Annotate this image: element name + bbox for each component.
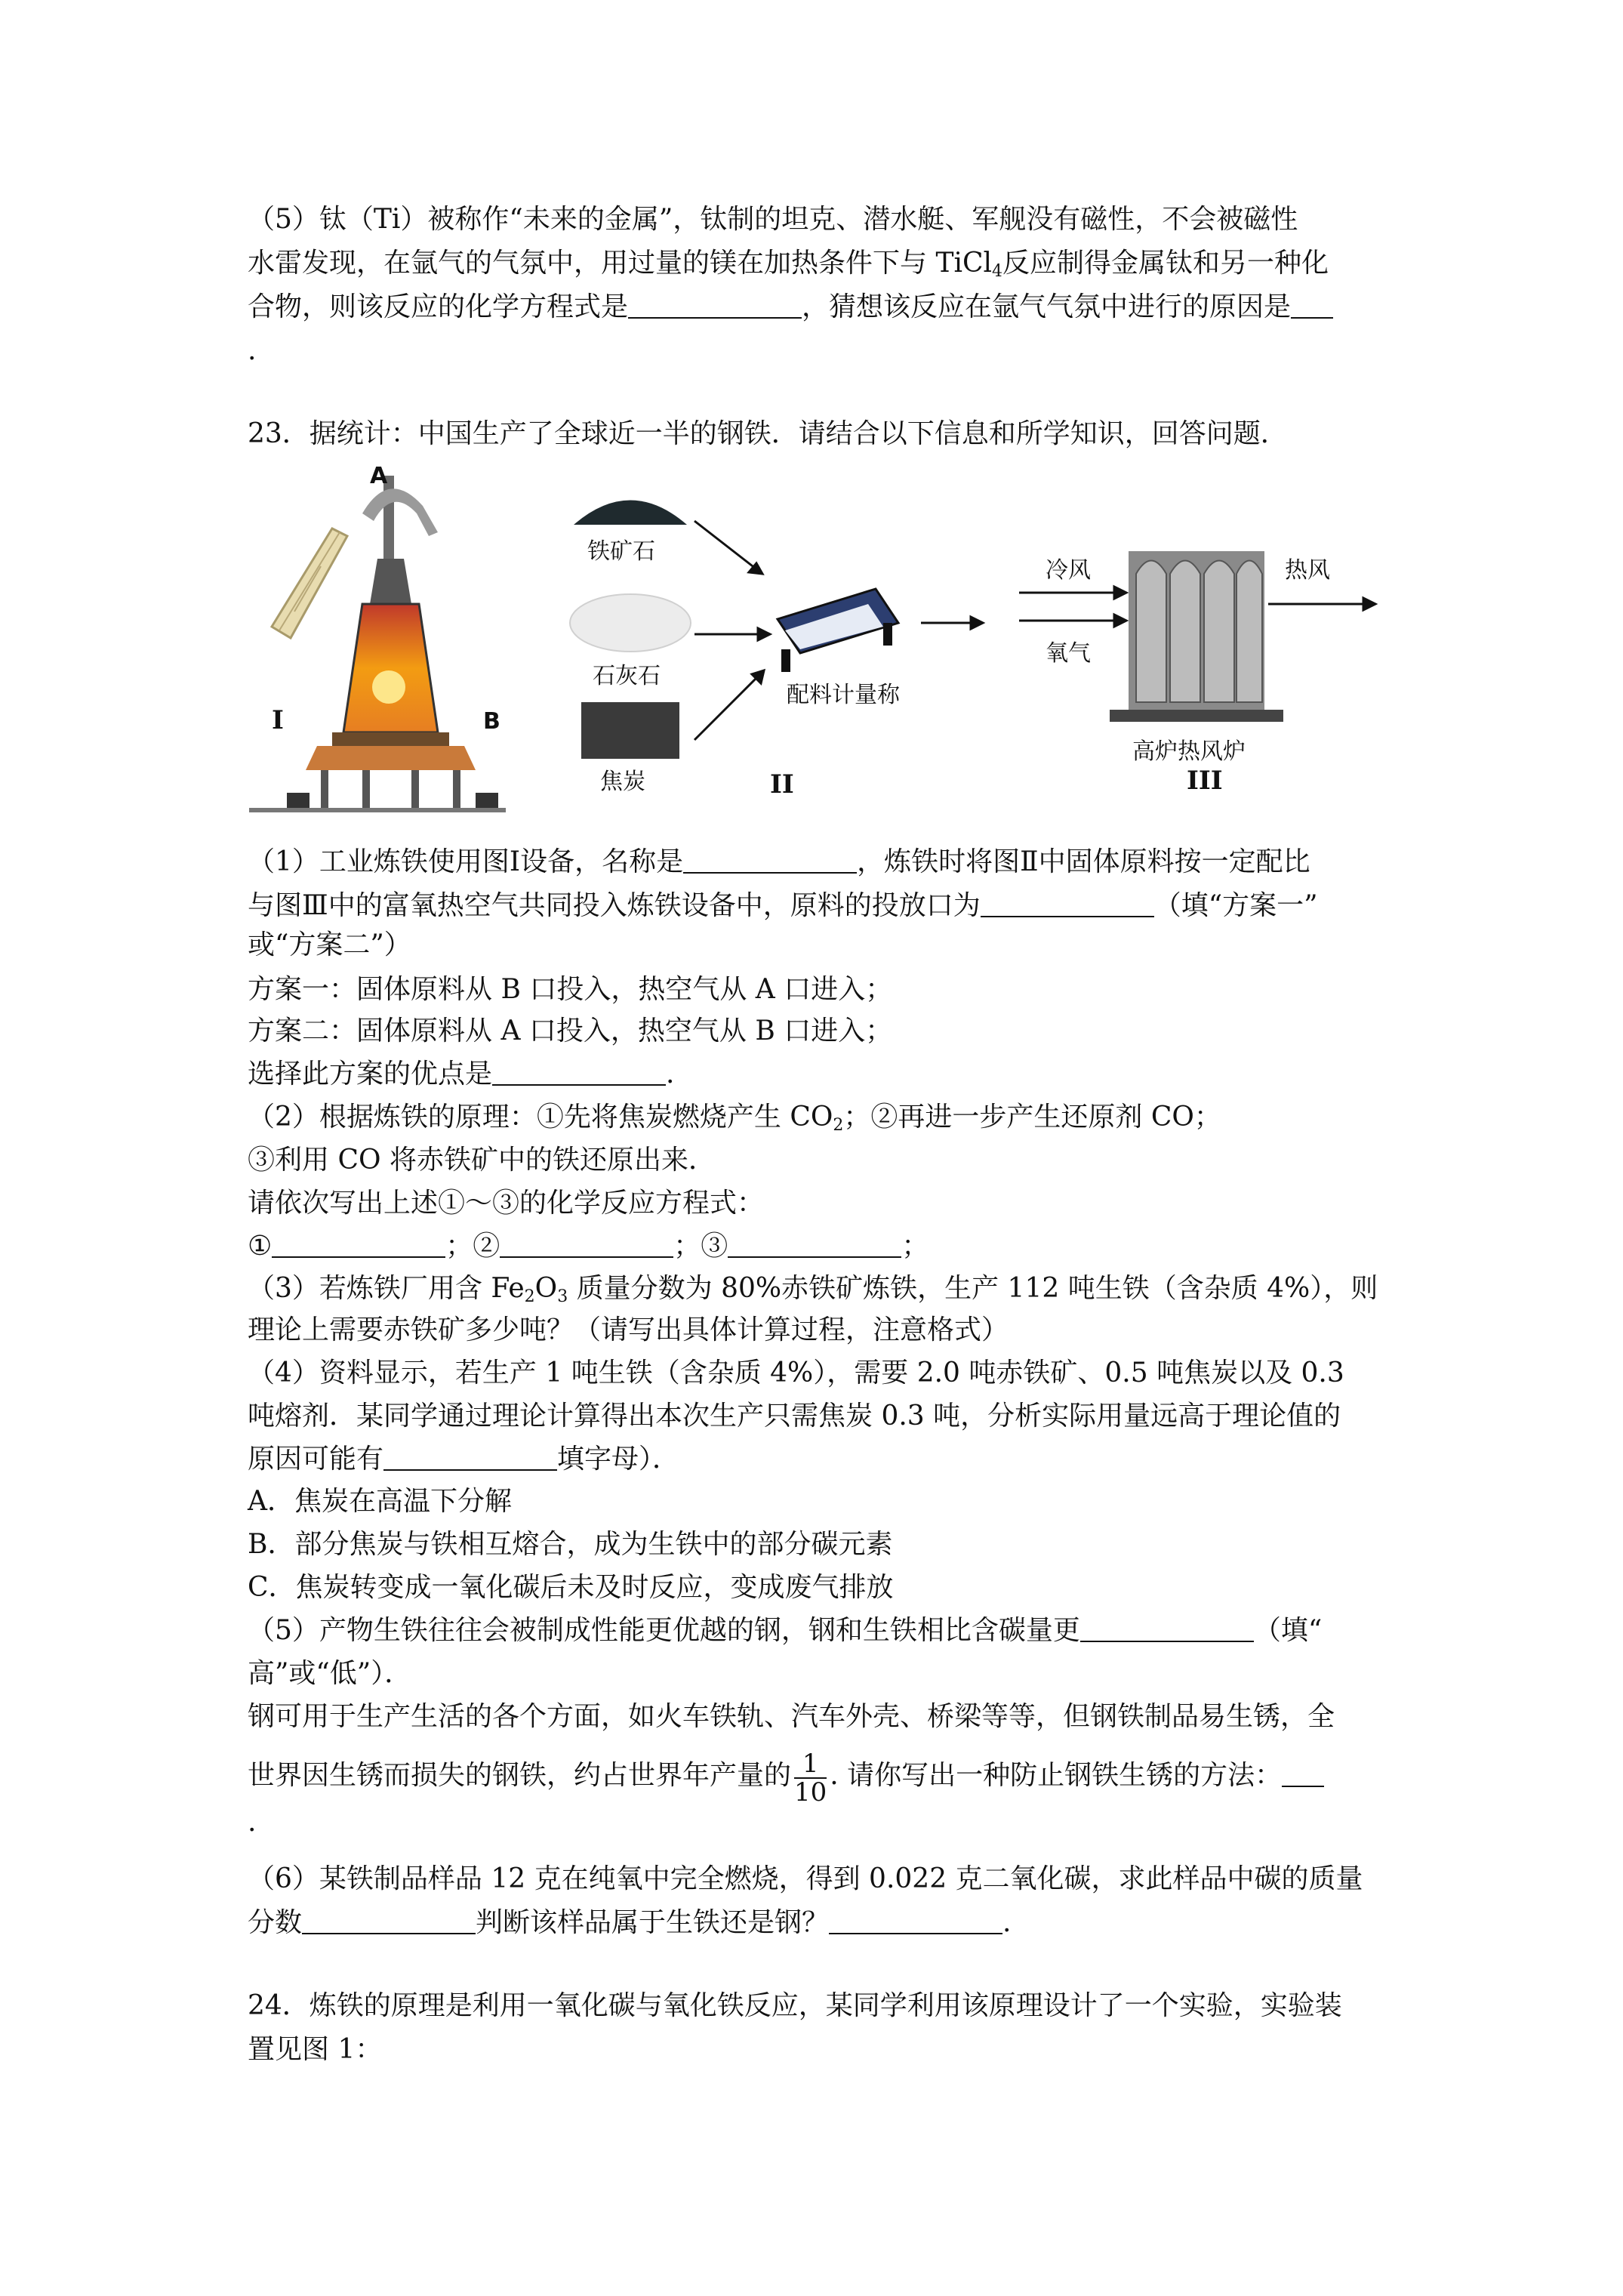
q22-5-line2: 水雷发现，在氩气的气氛中，用过量的镁在加热条件下与 TiCl$_4$反应制得金属钛和另一种化	[248, 248, 1329, 281]
q23-2-line1: （2）根据炼铁的原理：①先将焦炭燃烧产生 $CO_2$；②再进一步产生还原剂 CO；	[248, 1102, 1221, 1135]
q23-3-line2: 理论上需要赤铁矿多少吨？（请写出具体计算过程，注意格式）	[248, 1314, 1009, 1345]
q23-2-line2: ③利用 CO 将赤铁矿中的铁还原出来．	[248, 1145, 716, 1176]
cold-air-label: 冷风	[1046, 557, 1091, 584]
iron-making-figure	[249, 461, 1412, 831]
answer-blank[interactable]	[1080, 1610, 1254, 1642]
q22-5-line4: .	[248, 335, 257, 366]
q23-advantage: 选择此方案的优点是 .	[248, 1052, 1389, 1096]
hot-air-label: 热风	[1285, 557, 1330, 584]
scale-icon	[778, 589, 898, 672]
q23-1-line3: 或“方案二”）	[248, 929, 411, 960]
blast-furnace-icon	[249, 476, 506, 812]
answer-blank[interactable]	[683, 842, 857, 874]
q24-line2: 置见图 1：	[248, 2034, 383, 2065]
answer-blank[interactable]	[981, 886, 1154, 917]
q23-plan2: 方案二：固体原料从 A 口投入，热空气从 B 口进入；	[248, 1015, 893, 1046]
fraction: $\frac{1}{10}$	[794, 1749, 827, 1808]
q23-4-option-a: A．焦炭在高温下分解	[248, 1486, 512, 1517]
q23-5-line2: 高”或“低”）．	[248, 1658, 412, 1689]
iron-ore-icon	[574, 501, 687, 525]
q23-5-line4: 世界因生锈而损失的钢铁，约占世界年产量的 $\frac{1}{10}$ . 请你写出一种防止钢铁生锈的方法：	[248, 1750, 1389, 1806]
q23-5-line1: （5）产物生铁往往会被制成性能更优越的钢，钢和生铁相比含碳量更 （填“	[248, 1609, 1389, 1653]
answer-blank[interactable]	[272, 1226, 445, 1258]
arrow-icon	[921, 617, 983, 629]
coke-icon	[581, 702, 679, 759]
q23-1-line2: 与图Ⅲ中的富氧热空气共同投入炼铁设备中，原料的投放口为 （填“方案一”	[248, 884, 1389, 928]
answer-blank[interactable]	[829, 1903, 1002, 1934]
oxygen-label: 氧气	[1046, 640, 1091, 667]
q23-1-line1: （1）工业炼铁使用图Ⅰ设备，名称是 ，炼铁时将图Ⅱ中固体原料按一定配比	[248, 840, 1389, 884]
q23-4-line2: 吨熔剂．某同学通过理论计算得出本次生产只需焦炭 0.3 吨，分析实际用量远高于理论值的	[248, 1401, 1341, 1432]
label-a: A	[370, 463, 388, 489]
q23-4-line3: 原因可能有 填字母）．	[248, 1438, 1389, 1481]
iron-ore-label: 铁矿石	[587, 538, 655, 565]
q23-5-line3: 钢可用于生产生活的各个方面，如火车铁轨、汽车外壳、桥梁等等，但钢铁制品易生锈，全	[248, 1701, 1335, 1732]
label-b: B	[483, 708, 500, 735]
label-iii: III	[1187, 766, 1223, 796]
q23-2-line3: 请依次写出上述①～③的化学反应方程式：	[248, 1188, 765, 1219]
label-ii: II	[770, 769, 794, 800]
label-i: I	[272, 705, 284, 735]
answer-blank[interactable]	[383, 1439, 557, 1471]
hot-blast-stove-icon	[1110, 551, 1283, 722]
arrow-icon	[694, 521, 770, 740]
q24-line1: 24．炼铁的原理是利用一氧化碳与氧化铁反应，某同学利用该原理设计了一个实验，实验装	[248, 1990, 1342, 2021]
q22-5-line1: （5）钛（Ti）被称作“未来的金属”，钛制的坦克、潜水艇、军舰没有磁性，不会被磁性	[248, 204, 1298, 235]
q22-5-line3: 合物，则该反应的化学方程式是 ，猜想该反应在氩气气氛中进行的原因是	[248, 285, 1389, 329]
q23-4-line1: （4）资料显示，若生产 1 吨生铁（含杂质 4%），需要 2.0 吨赤铁矿、0.5 吨焦炭以及 0.3	[248, 1358, 1344, 1388]
answer-blank[interactable]	[302, 1903, 476, 1934]
q23-3-line1: （3）若炼铁厂用含 $Fe_2O_3$ 质量分数为 80%赤铁矿炼铁，生产 112 吨生铁（含杂质 4%），则	[248, 1273, 1378, 1306]
scale-label: 配料计量称	[787, 682, 900, 708]
answer-blank[interactable]	[628, 287, 802, 319]
arrow-icon	[1019, 587, 1126, 627]
arrow-icon	[1268, 598, 1375, 610]
answer-blank[interactable]	[1291, 287, 1333, 319]
q23-4-option-b: B．部分焦炭与铁相互熔合，成为生铁中的部分碳元素	[248, 1529, 893, 1560]
q23-6-line2: 分数 判断该样品属于生铁还是钢？ .	[248, 1901, 1389, 1945]
q23-2-equations: ① ；② ；③ ；	[248, 1225, 1389, 1268]
limestone-icon	[570, 594, 691, 652]
answer-blank[interactable]	[728, 1226, 901, 1258]
q23-5-line5: .	[248, 1807, 257, 1838]
q23-6-line1: （6）某铁制品样品 12 克在纯氧中完全燃烧，得到 0.022 克二氧化碳，求此样品中碳的质量	[248, 1863, 1363, 1894]
limestone-label: 石灰石	[593, 663, 661, 689]
answer-blank[interactable]	[492, 1054, 666, 1086]
q23-plan1: 方案一：固体原料从 B 口投入，热空气从 A 口进入；	[248, 974, 893, 1005]
coke-label: 焦炭	[600, 769, 645, 795]
stove-label: 高炉热风炉	[1132, 738, 1246, 765]
q23-intro: 23．据统计：中国生产了全球近一半的钢铁．请结合以下信息和所学知识，回答问题．	[248, 418, 1288, 449]
answer-blank[interactable]	[500, 1226, 673, 1258]
answer-blank[interactable]	[1282, 1755, 1324, 1787]
q23-4-option-c: C．焦炭转变成一氧化碳后未及时反应，变成废气排放	[248, 1572, 894, 1603]
